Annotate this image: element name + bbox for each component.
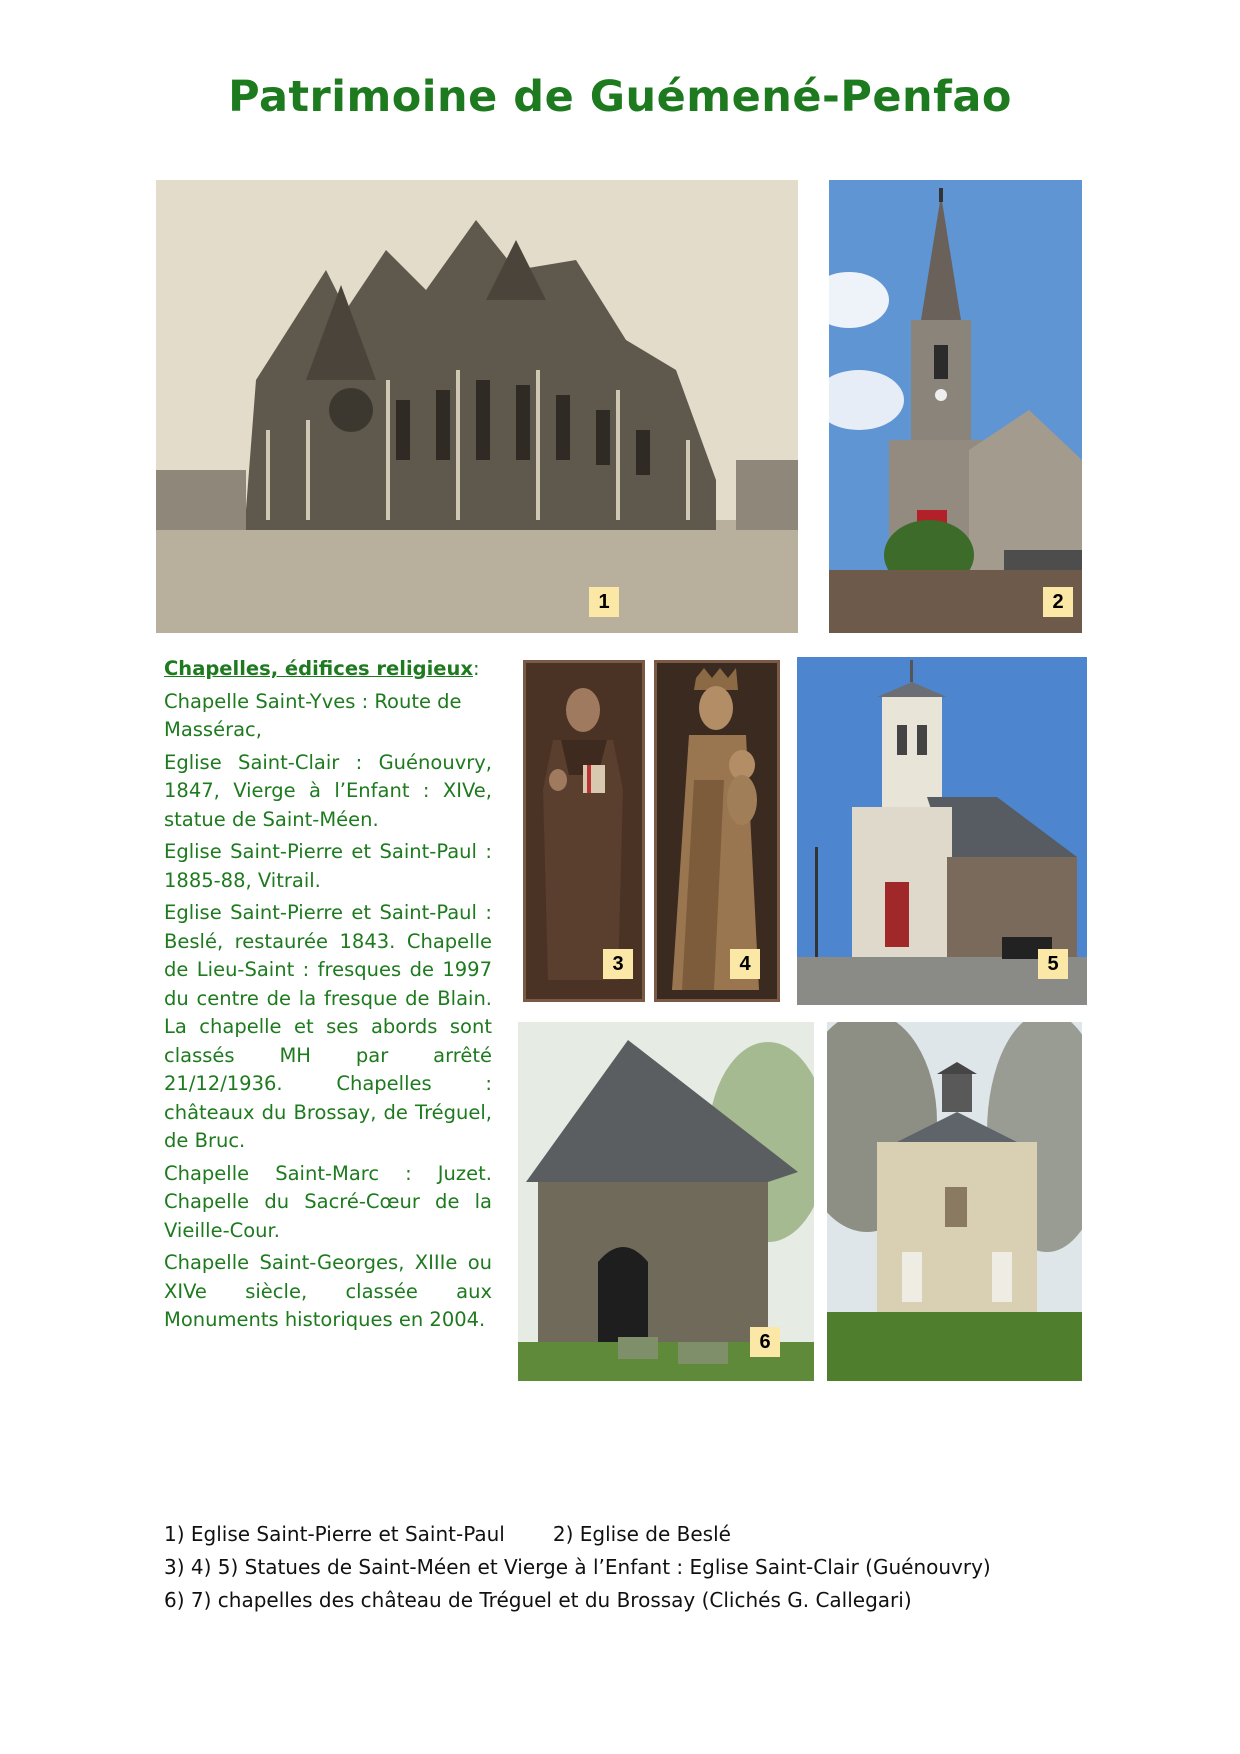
photo-number-badge: 2 [1043,587,1073,617]
paragraph-saint-clair: Eglise Saint-Clair : Guénouvry, 1847, Vierge à l’Enfant : XIVe, statue de Saint-Méen. [164,750,492,831]
photo-captions [164,1518,1124,1617]
caption-line-2: 3) 4) 5) Statues de Saint-Méen et Vierge à l’Enfant : Eglise Saint-Clair (Guénouvry) [164,1555,991,1579]
page-title: Patrimoine de Guémené-Penfao [228,72,1012,122]
photo-church-besle [829,180,1082,633]
photo-number-badge: 3 [603,949,633,979]
section-heading-line [164,655,492,684]
paragraph-saint-georges: Chapelle Saint-Georges, XIIIe ou XIVe siècle, classée aux Monuments historiques en 2004. [164,1251,492,1331]
caption-line-1 [164,1518,1124,1551]
paragraph-saint-yves: Chapelle Saint-Yves : Route de Massérac, [164,689,462,741]
photo-chapelle-brossay [827,1022,1082,1381]
heading-colon: : [472,657,480,680]
photo-number-badge: 4 [730,949,760,979]
paragraph-saint-pierre: Eglise Saint-Pierre et Saint-Paul : 1885-88, Vitrail. [164,840,492,892]
photo-number-badge: 5 [1038,949,1068,979]
chapels-description [164,655,492,1339]
photo-number-badge: 1 [589,587,619,617]
caption-2: 2) Eglise de Beslé [552,1522,731,1546]
paragraph-besle-lieu-saint: Eglise Saint-Pierre et Saint-Paul : Beslé, restaurée 1843. Chapelle de Lieu-Saint : fresques de 1997 du centre de la fresque de Blain. La chapelle et ses abords sont classés MH par arrêté 21/12/1936. Chapelles : châteaux du Brossay, de Tréguel, de Bruc. [164,901,492,1152]
photo-statue-vierge-enfant [654,660,780,1002]
photo-church-saint-pierre [156,180,798,633]
caption-line-3: 6) 7) chapelles des château de Tréguel et du Brossay (Clichés G. Callegari) [164,1588,912,1612]
paragraph-saint-marc: Chapelle Saint-Marc : Juzet. Chapelle du Sacré-Cœur de la Vieille-Cour. [164,1161,492,1242]
caption-1: 1) Eglise Saint-Pierre et Saint-Paul [164,1522,505,1546]
section-heading: Chapelles, édifices religieux [164,657,473,680]
photo-number-badge: 6 [750,1327,780,1357]
